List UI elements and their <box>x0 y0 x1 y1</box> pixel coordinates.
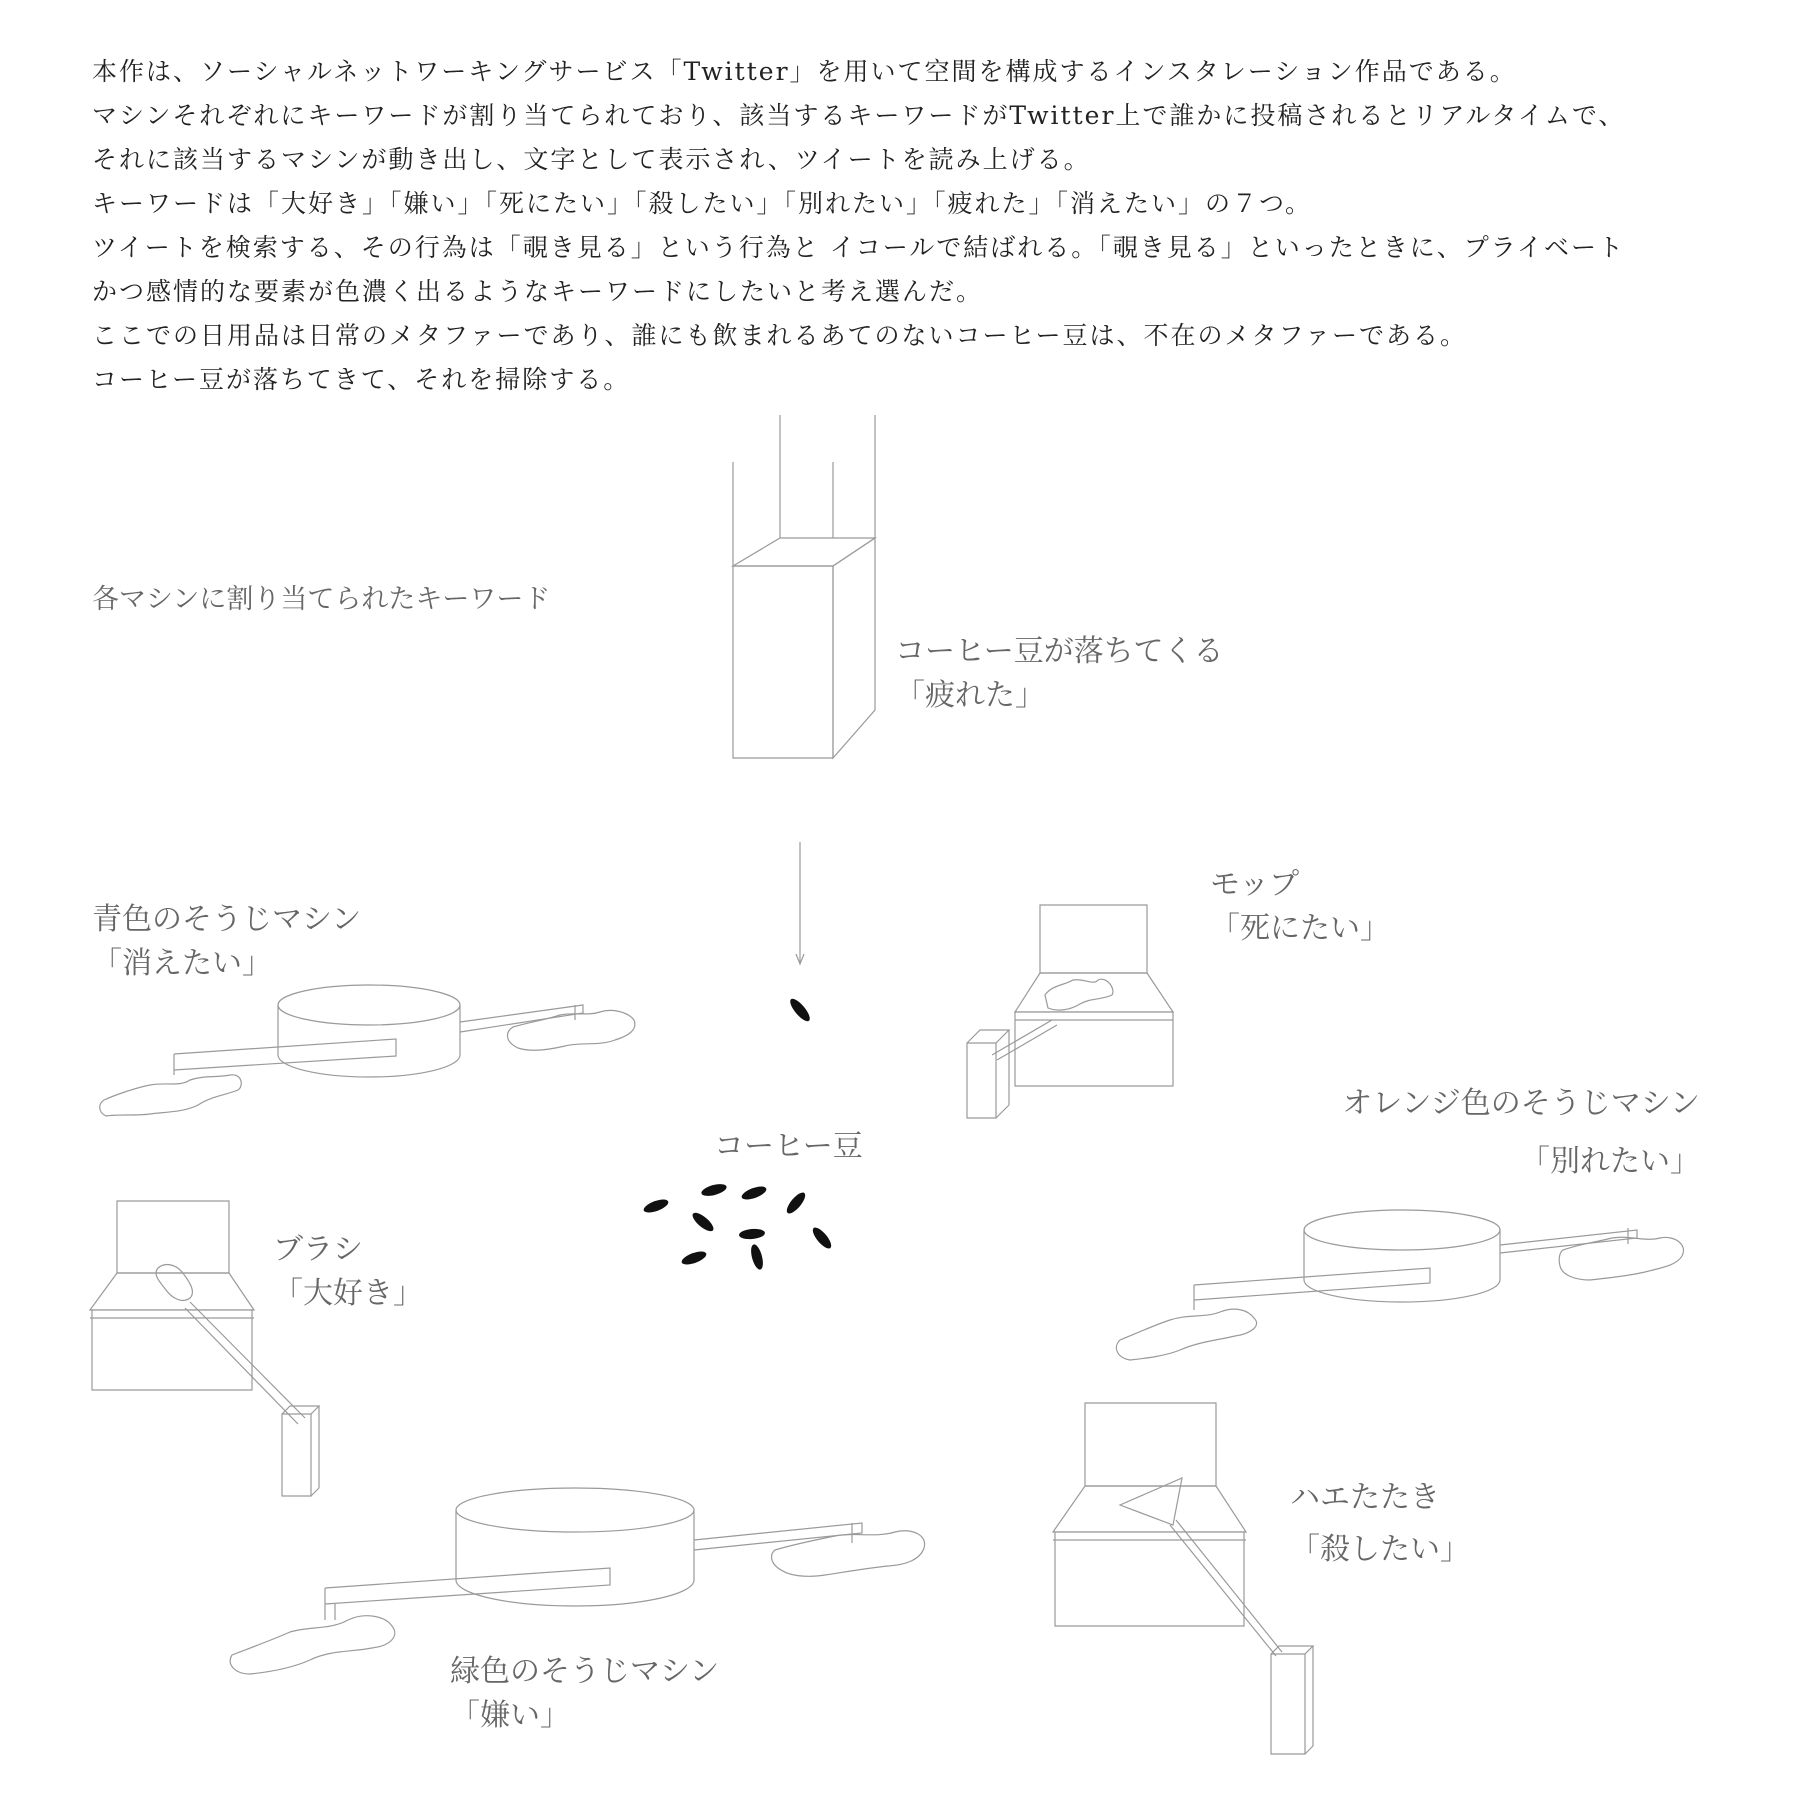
bean <box>680 1249 708 1267</box>
swatter-label <box>1290 1472 1470 1576</box>
brush-label <box>273 1228 423 1316</box>
intro-line: キーワードは「大好き」「嫌い」「死にたい」「殺したい」「別れたい」「疲れた」「消えたい」の７つ。 <box>92 189 1313 218</box>
intro-line: 本作は、ソーシャルネットワーキングサービス「Twitter」を用いて空間を構成するインスタレーション作品である。 <box>92 57 1517 86</box>
intro-line: かつ感情的な要素が色濃く出るようなキーワードにしたいと考え選んだ。 <box>92 277 984 306</box>
green-cleaner-label <box>450 1650 719 1738</box>
bean <box>739 1228 766 1240</box>
bean <box>740 1184 768 1202</box>
mop-machine <box>967 905 1173 1118</box>
orange-cleaner-machine <box>1116 1210 1683 1360</box>
dropper-label <box>895 630 1224 718</box>
brush-keyword: 「大好き」 <box>273 1276 423 1311</box>
bean <box>690 1210 716 1234</box>
swatter-keyword: 「殺したい」 <box>1290 1532 1470 1567</box>
blue-cleaner-machine <box>100 985 635 1116</box>
bean <box>749 1243 765 1271</box>
dropper-keyword: 「疲れた」 <box>895 678 1045 713</box>
green-cleaner-name: 緑色のそうじマシン <box>450 1654 720 1689</box>
falling-bean <box>787 996 813 1024</box>
beans-label: コーヒー豆 <box>714 1129 863 1164</box>
bean <box>784 1190 808 1216</box>
orange-cleaner-keyword: 「別れたい」 <box>1520 1144 1700 1179</box>
green-cleaner-keyword: 「嫌い」 <box>450 1698 570 1733</box>
orange-cleaner-name: オレンジ色のそうじマシン <box>1342 1086 1700 1121</box>
bean <box>810 1225 834 1251</box>
swatter-machine <box>1053 1403 1313 1754</box>
intro-line: それに該当するマシンが動き出し、文字として表示され、ツイートを読み上げる。 <box>92 145 1091 174</box>
blue-cleaner-keyword: 「消えたい」 <box>92 946 272 981</box>
section-label: 各マシンに割り当てられたキーワード <box>92 584 551 615</box>
drop-arrow <box>796 842 804 964</box>
green-cleaner-machine <box>230 1488 924 1674</box>
intro-line: ここでの日用品は日常のメタファーであり、誰にも飲まれるあてのないコーヒー豆は、不在のメタファーである。 <box>92 321 1468 350</box>
bean <box>700 1182 728 1198</box>
swatter-name: ハエたたき <box>1290 1480 1440 1515</box>
mop-keyword: 「死にたい」 <box>1210 911 1390 946</box>
intro-line: コーヒー豆が落ちてきて、それを掃除する。 <box>92 365 631 394</box>
intro-line: ツイートを検索する、その行為は「覗き見る」という行為と イコールで結ばれる。「覗き見る」といったときに、プライベート <box>92 233 1625 262</box>
dropper-name: コーヒー豆が落ちてくる <box>895 634 1224 669</box>
blue-cleaner-name: 青色のそうじマシン <box>92 902 362 937</box>
bean <box>642 1197 670 1215</box>
blue-cleaner-label <box>92 898 361 986</box>
orange-cleaner-label <box>1320 1075 1700 1191</box>
mop-name: モップ <box>1210 867 1300 902</box>
brush-name: ブラシ <box>273 1232 363 1267</box>
mop-label <box>1210 863 1390 951</box>
intro-line: マシンそれぞれにキーワードが割り当てられており、該当するキーワードがTwitter上で誰かに投稿されるとリアルタイムで、 <box>92 101 1626 130</box>
bean-dropper <box>733 415 875 758</box>
